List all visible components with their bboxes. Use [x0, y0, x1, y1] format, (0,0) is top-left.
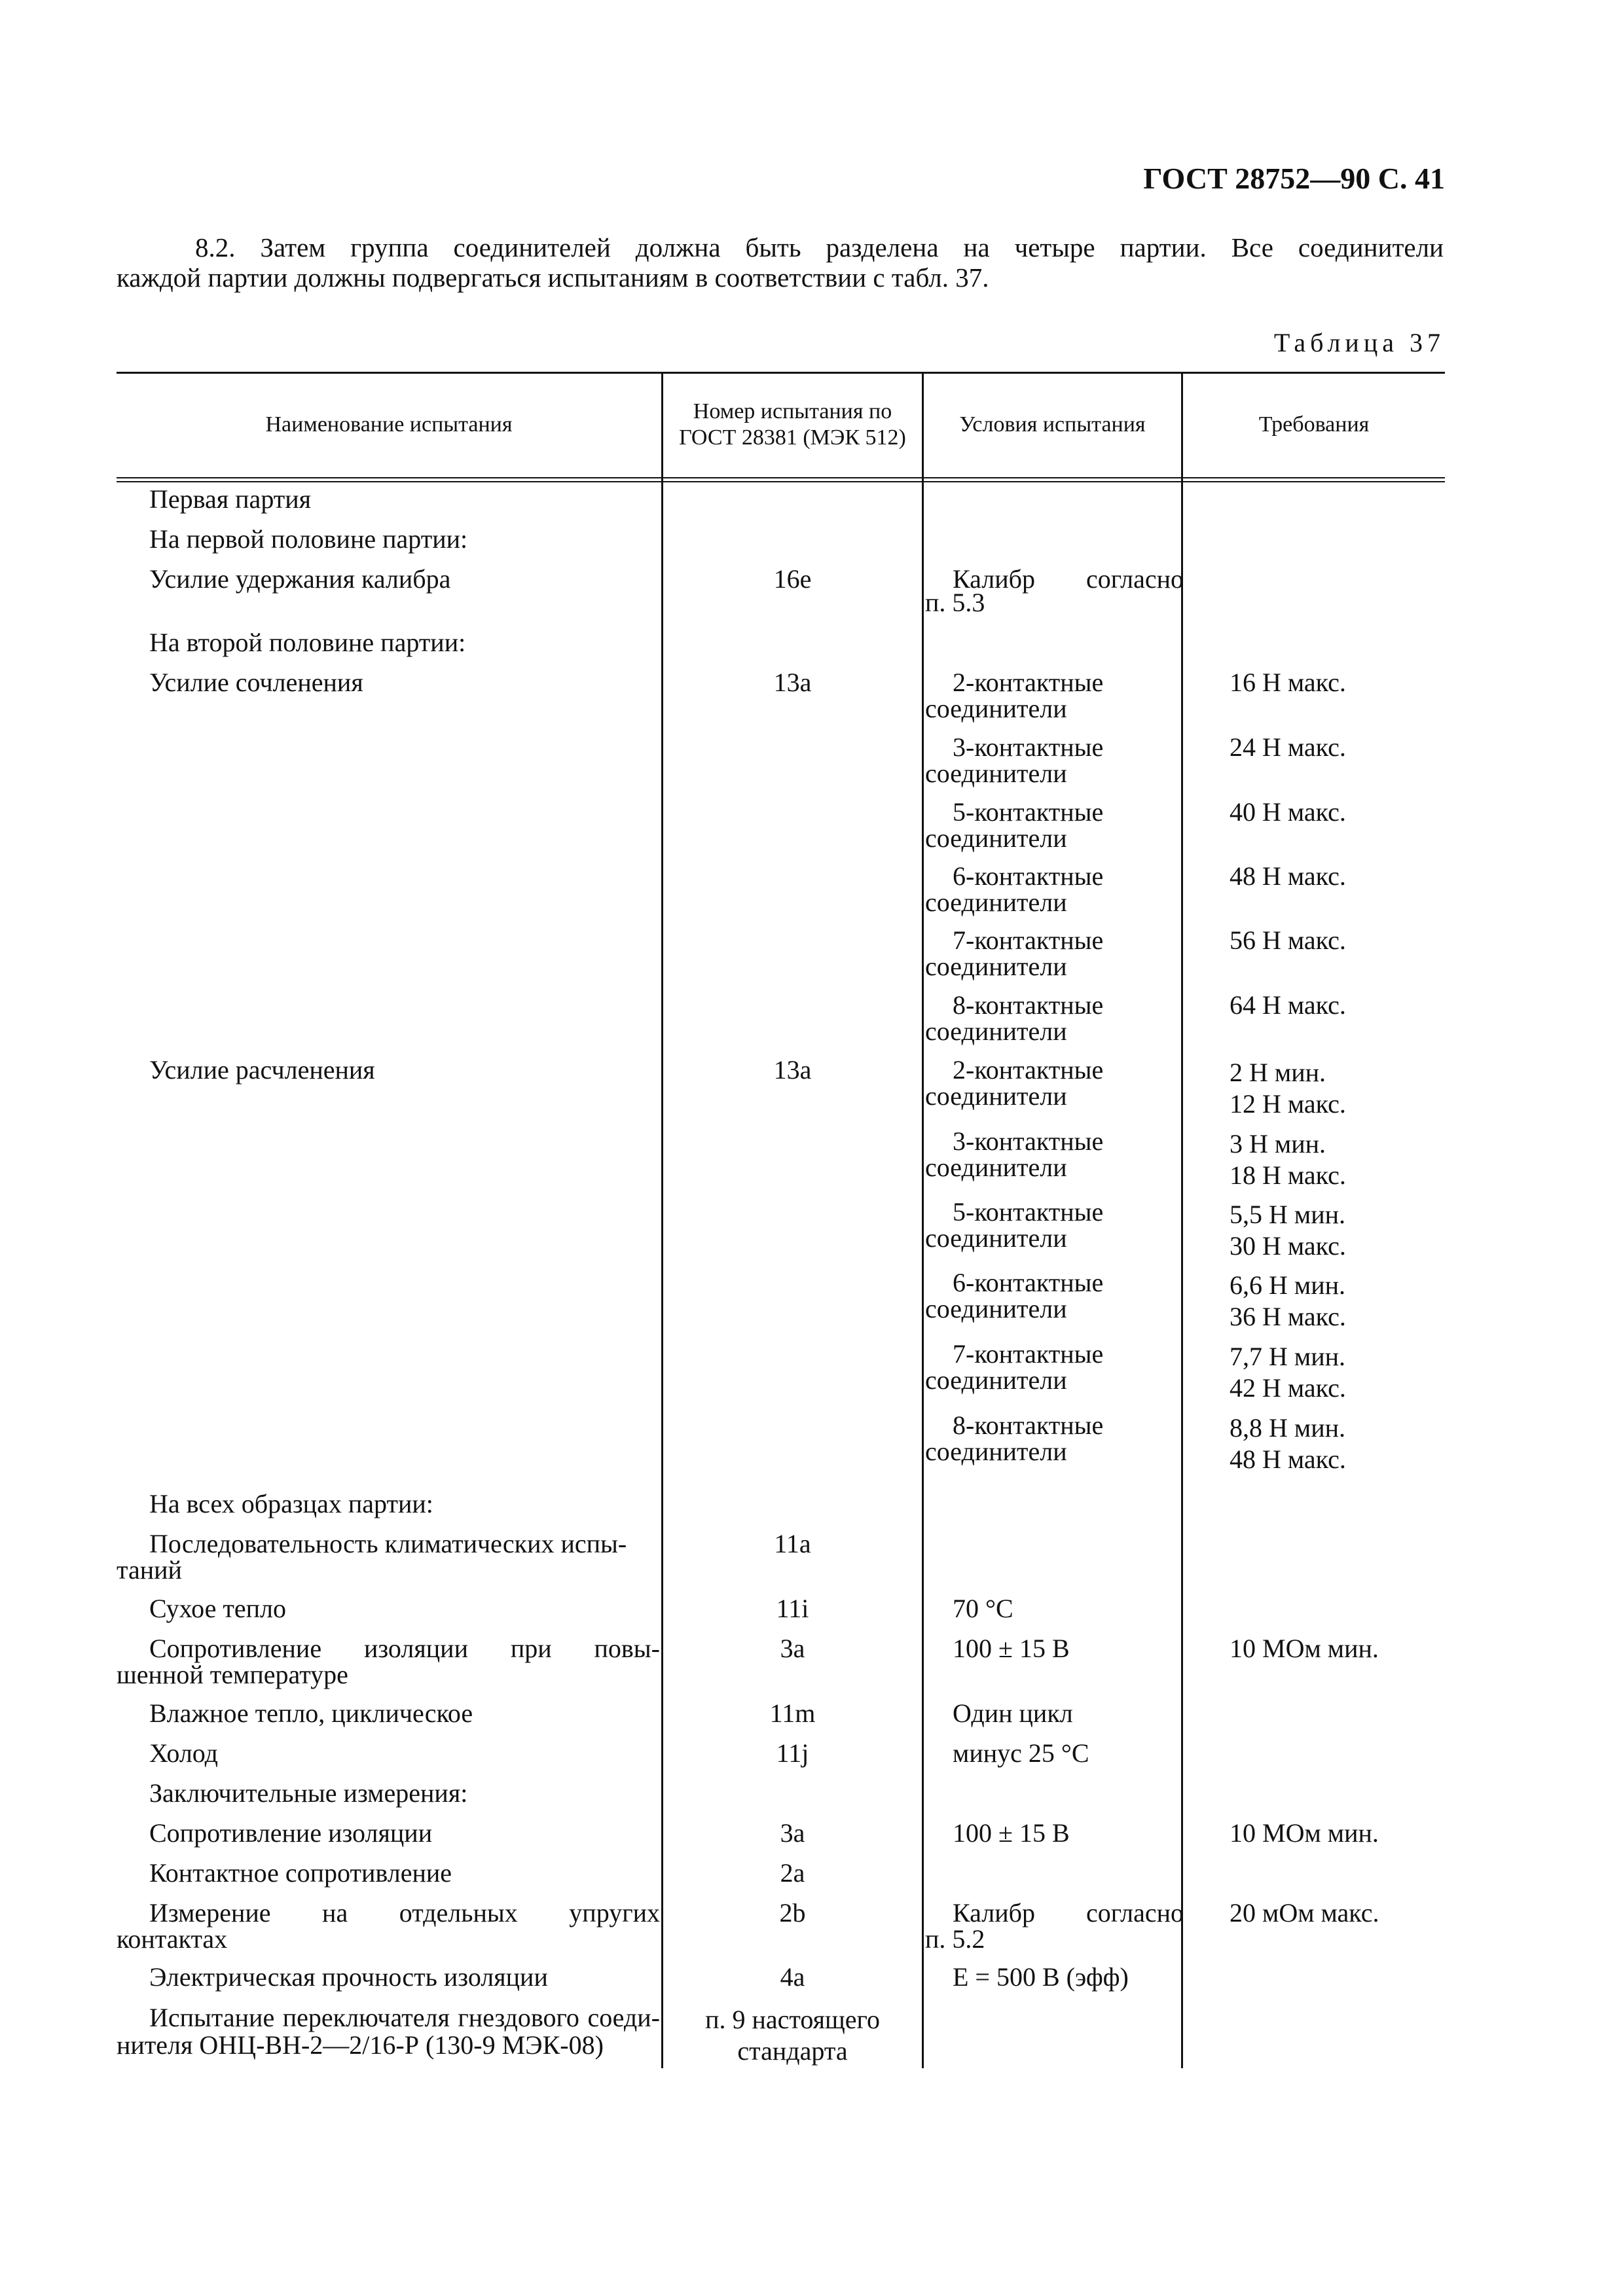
- row-requirements: [1230, 1057, 1439, 1120]
- row-conditions-line-b: соединители: [925, 952, 1067, 981]
- row-number: 13а: [773, 1055, 812, 1085]
- row-name: На второй половине партии:: [149, 628, 466, 657]
- row-conditions: [925, 1057, 1184, 1109]
- table-caption: Таблица 37: [1273, 328, 1445, 357]
- row-requirements: [1230, 1270, 1439, 1333]
- row-number: 4а: [780, 1962, 805, 1992]
- row-name-line-a: Измерение на отдельных упругих: [149, 1898, 660, 1928]
- row-requirements: 40 Н макс.: [1230, 797, 1346, 827]
- row-conditions: [925, 1199, 1184, 1251]
- row-requirements: [1230, 1412, 1439, 1475]
- row-conditions: 100 ± 15 В: [953, 1634, 1070, 1663]
- row-number: 3а: [780, 1634, 805, 1663]
- row-conditions-line-b: соединители: [925, 1081, 1067, 1111]
- row-conditions-line-a: 6-контактные: [953, 1268, 1104, 1297]
- row-name-line-a: Последовательность климатических испы-: [149, 1529, 627, 1558]
- row-requirements-line-b: 48 Н макс.: [1230, 1444, 1346, 1474]
- row-conditions-line-b: соединители: [925, 759, 1067, 788]
- row-conditions-line-b: соединители: [925, 1016, 1067, 1046]
- row-requirements-line-a: 6,6 Н мин.: [1230, 1270, 1346, 1300]
- row-requirements: 10 МОм мин.: [1230, 1818, 1379, 1848]
- row-name-line-b: таний: [117, 1555, 182, 1585]
- row-name: На первой половине партии:: [149, 524, 468, 554]
- row-conditions: [925, 670, 1184, 722]
- row-name-line-b: шенной температуре: [117, 1660, 348, 1689]
- row-conditions-line-a: 5-контактные: [953, 1197, 1104, 1227]
- row-conditions: [925, 1128, 1184, 1181]
- row-number: 11j: [776, 1738, 809, 1768]
- row-conditions: [925, 1341, 1184, 1393]
- row-conditions-line-b: п. 5.2: [925, 1924, 985, 1954]
- row-requirements: 48 Н макс.: [1230, 861, 1346, 891]
- row-requirements-line-a: 2 Н мин.: [1230, 1058, 1326, 1087]
- row-conditions: [925, 992, 1184, 1045]
- row-name: Заключительные измерения:: [149, 1778, 468, 1808]
- row-requirements-line-b: 36 Н макс.: [1230, 1302, 1346, 1331]
- row-number: 2а: [780, 1858, 805, 1888]
- intro-paragraph: [117, 232, 1444, 293]
- row-requirements-line-b: 30 Н макс.: [1230, 1231, 1346, 1261]
- row-conditions: [925, 799, 1184, 852]
- column-divider-2: [922, 372, 924, 2068]
- row-name: Сопротивление изоляции: [149, 1818, 433, 1848]
- row-number: 2b: [779, 1898, 806, 1928]
- row-name: [117, 2003, 660, 2060]
- row-conditions: Е = 500 В (эфф): [953, 1962, 1129, 1992]
- column-divider-1: [661, 372, 663, 2068]
- row-conditions-line-a: 6-контактные: [953, 861, 1104, 891]
- row-conditions: минус 25 °С: [953, 1738, 1089, 1768]
- row-name: Усилие удержания калибра: [149, 564, 451, 594]
- column-header-requirements: Требования: [1258, 412, 1370, 437]
- row-name-line-b: контактах: [117, 1924, 228, 1954]
- row-name: Усилие расчленения: [149, 1055, 375, 1085]
- row-requirements-line-b: 12 Н макс.: [1230, 1089, 1346, 1119]
- test-table: [117, 372, 1445, 2068]
- row-conditions-line-a: Калибр согласно: [953, 1898, 1184, 1928]
- column-header-number: Номер испытания по ГОСТ 28381 (МЭК 512): [679, 399, 906, 450]
- row-number: 13а: [773, 668, 812, 697]
- row-requirements: 56 Н макс.: [1230, 925, 1346, 955]
- row-number-line-a: п. 9 настоящего: [705, 2005, 880, 2034]
- row-conditions-line-b: соединители: [925, 694, 1067, 723]
- row-conditions-line-a: 8-контактные: [953, 990, 1104, 1020]
- row-requirements: 20 мОм макс.: [1230, 1898, 1379, 1928]
- row-requirements-line-a: 7,7 Н мин.: [1230, 1342, 1346, 1371]
- row-requirements: [1230, 1199, 1439, 1262]
- row-name-line-b: нителя ОНЦ-ВН-2—2/16-Р (130-9 МЭК-08): [117, 2030, 604, 2060]
- row-number: 3а: [780, 1818, 805, 1848]
- row-conditions-line-a: Калибр согласно: [953, 564, 1184, 594]
- row-conditions-line-a: 2-контактные: [953, 668, 1104, 697]
- row-conditions: Один цикл: [953, 1698, 1073, 1728]
- row-requirements: [1230, 1128, 1439, 1191]
- row-name: Первая партия: [149, 484, 312, 514]
- row-conditions: [925, 1900, 1184, 1952]
- row-number: 16е: [773, 564, 812, 594]
- intro-line-1: 8.2. Затем группа соединителей должна быть разделена на четыре партии. Все соединители: [195, 232, 1444, 262]
- row-conditions: [925, 734, 1184, 787]
- row-number-line-b: стандарта: [737, 2036, 848, 2066]
- row-requirements-line-a: 3 Н мин.: [1230, 1129, 1326, 1158]
- row-conditions-line-b: соединители: [925, 1223, 1067, 1253]
- row-name: Холод: [149, 1738, 218, 1768]
- page-header: ГОСТ 28752—90 С. 41: [1143, 162, 1445, 195]
- row-name: [117, 1898, 660, 1954]
- row-conditions: [925, 1270, 1184, 1322]
- row-name: Сухое тепло: [149, 1594, 287, 1623]
- row-name-line-a: Испытание переключателя гнездового соеди-: [149, 2003, 660, 2032]
- row-conditions-line-a: 3-контактные: [953, 732, 1104, 762]
- row-requirements: [1230, 1341, 1439, 1404]
- row-conditions-line-a: 5-контактные: [953, 797, 1104, 827]
- header-bottom-border-2: [117, 481, 1445, 482]
- row-conditions-line-a: 3-контактные: [953, 1126, 1104, 1156]
- row-conditions-line-b: соединители: [925, 1365, 1067, 1395]
- row-conditions-line-b: соединители: [925, 1437, 1067, 1466]
- row-name: Влажное тепло, циклическое: [149, 1698, 473, 1728]
- row-requirements-line-b: 18 Н макс.: [1230, 1160, 1346, 1190]
- row-requirements-line-b: 42 Н макс.: [1230, 1373, 1346, 1403]
- row-conditions-line-a: 7-контактные: [953, 1339, 1104, 1369]
- row-conditions-line-b: соединители: [925, 823, 1067, 853]
- row-number: 11i: [776, 1594, 809, 1623]
- row-conditions-line-b: п. 5.3: [925, 588, 985, 617]
- row-conditions-line-b: соединители: [925, 888, 1067, 917]
- row-conditions-line-a: 8-контактные: [953, 1410, 1104, 1440]
- row-conditions-line-b: соединители: [925, 1153, 1067, 1182]
- row-requirements-line-a: 5,5 Н мин.: [1230, 1200, 1346, 1229]
- row-name: Контактное сопротивление: [149, 1858, 452, 1888]
- row-conditions-line-a: 7-контактные: [953, 925, 1104, 955]
- row-number: 11а: [774, 1529, 811, 1558]
- row-conditions: [925, 863, 1184, 916]
- row-name: Усилие сочленения: [149, 668, 363, 697]
- row-name: [117, 1634, 660, 1689]
- row-conditions: [925, 927, 1184, 980]
- row-requirements: 16 Н макс.: [1230, 668, 1346, 697]
- row-requirements: 64 Н макс.: [1230, 990, 1346, 1020]
- header-bottom-border: [117, 477, 1445, 478]
- row-name-line-a: Сопротивление изоляции при повы-: [149, 1634, 660, 1663]
- row-requirements: 10 МОм мин.: [1230, 1634, 1379, 1663]
- intro-line-2: каждой партии должны подвергаться испытаниям в соответствии с табл. 37.: [117, 262, 989, 293]
- row-requirements: 24 Н макс.: [1230, 732, 1346, 762]
- row-conditions-line-b: соединители: [925, 1294, 1067, 1323]
- row-name: [117, 1529, 660, 1585]
- row-conditions: 70 °С: [953, 1594, 1013, 1623]
- row-conditions: [925, 1412, 1184, 1465]
- column-header-conditions: Условия испытания: [959, 412, 1146, 437]
- row-conditions: 100 ± 15 В: [953, 1818, 1070, 1848]
- row-conditions: [925, 566, 1184, 616]
- row-number: 11m: [769, 1698, 816, 1728]
- row-requirements-line-a: 8,8 Н мин.: [1230, 1413, 1346, 1443]
- row-name: На всех образцах партии:: [149, 1489, 433, 1518]
- row-number: [663, 2004, 922, 2067]
- row-name: Электрическая прочность изоляции: [149, 1962, 548, 1992]
- column-header-name: Наименование испытания: [265, 412, 513, 437]
- row-conditions-line-a: 2-контактные: [953, 1055, 1104, 1085]
